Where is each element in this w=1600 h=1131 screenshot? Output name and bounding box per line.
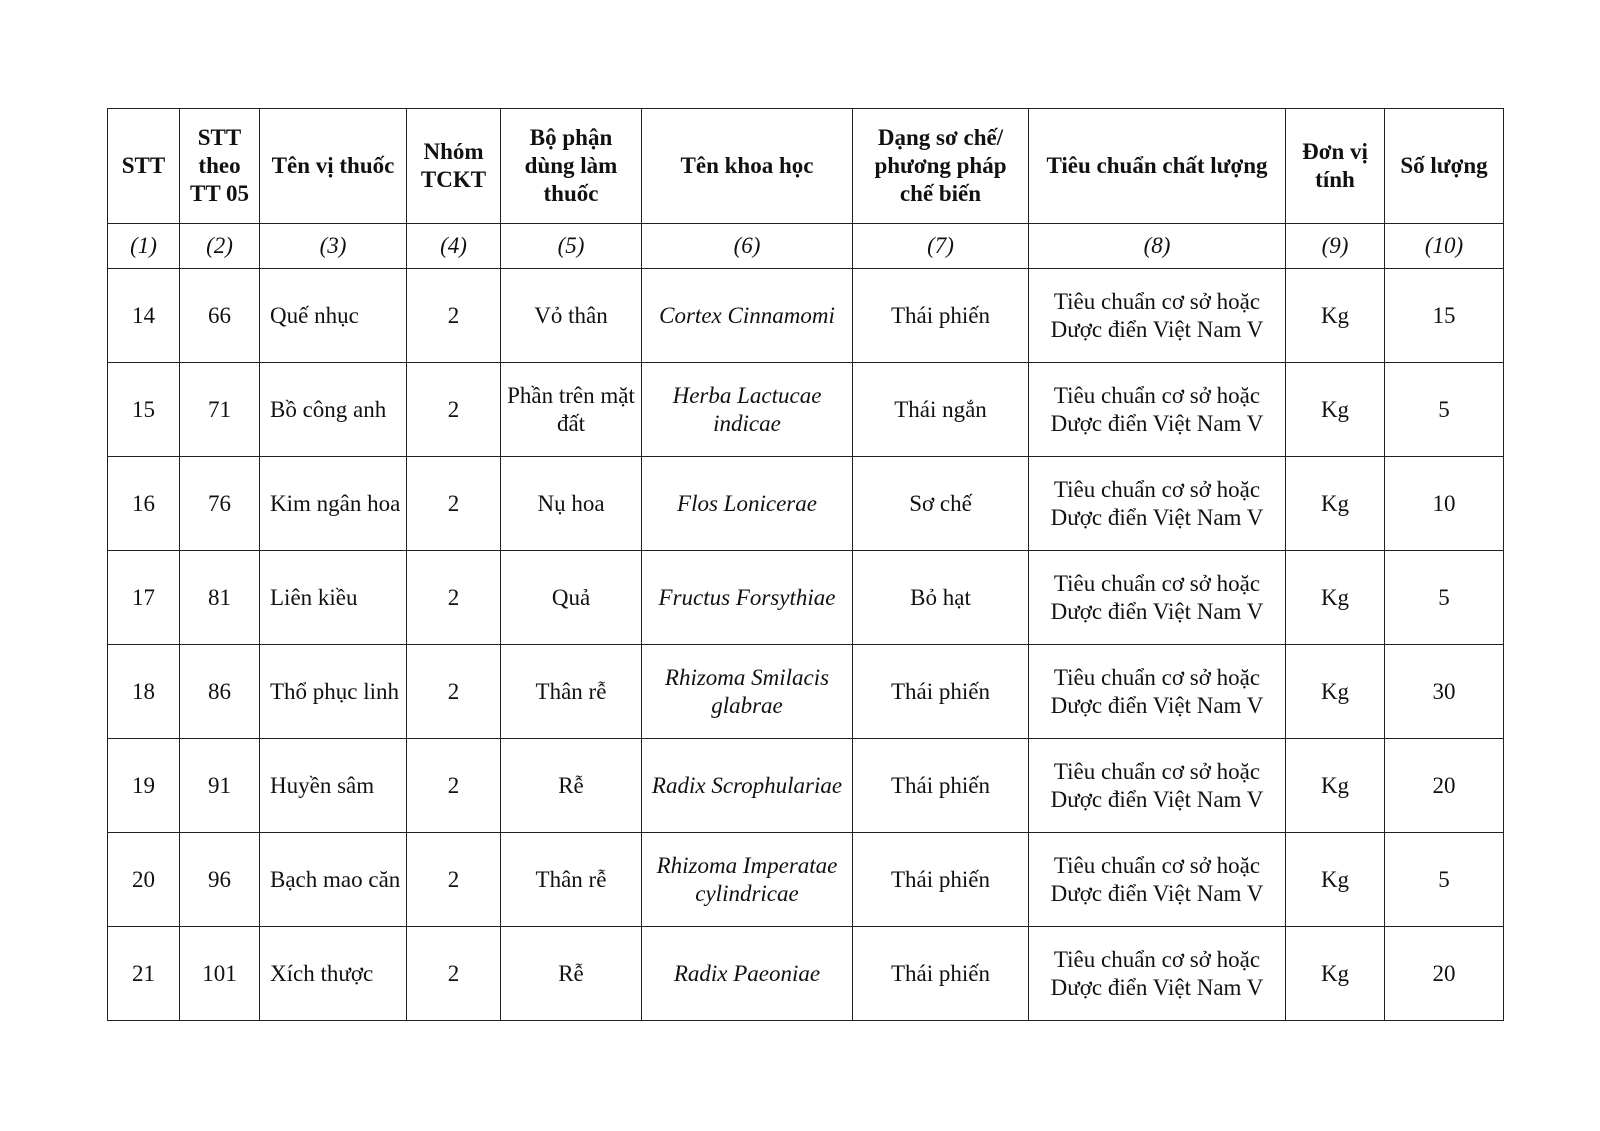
cell-stt-tt05: 96 [180,833,260,927]
cell-bo-phan: Thân rễ [501,833,642,927]
cell-so-luong: 5 [1385,363,1504,457]
cell-bo-phan: Vỏ thân [501,269,642,363]
cell-ten-vi-thuoc: Huyền sâm [260,739,407,833]
cell-stt-tt05: 71 [180,363,260,457]
table-row [108,551,1504,645]
cell-so-luong: 5 [1385,833,1504,927]
column-number: (10) [1385,224,1504,269]
cell-tieu-chuan: Tiêu chuẩn cơ sở hoặc Dược điển Việt Nam V [1029,551,1286,645]
cell-stt-tt05: 101 [180,927,260,1021]
header-ten-khoa-hoc: Tên khoa học [642,109,853,224]
header-dang-so-che: Dạng sơ chế/ phương pháp chế biến [853,109,1029,224]
column-number: (6) [642,224,853,269]
cell-dang-so-che: Thái phiến [853,645,1029,739]
cell-dang-so-che: Thái phiến [853,269,1029,363]
cell-stt: 21 [108,927,180,1021]
cell-bo-phan: Phần trên mặt đất [501,363,642,457]
column-number: (7) [853,224,1029,269]
table-row [108,739,1504,833]
cell-ten-vi-thuoc: Thổ phục linh [260,645,407,739]
header-bo-phan: Bộ phận dùng làm thuốc [501,109,642,224]
cell-bo-phan: Thân rễ [501,645,642,739]
medicinal-herbs-table [107,108,1504,1021]
column-number: (4) [407,224,501,269]
cell-tieu-chuan: Tiêu chuẩn cơ sở hoặc Dược điển Việt Nam V [1029,833,1286,927]
cell-stt-tt05: 86 [180,645,260,739]
table-row [108,457,1504,551]
cell-tieu-chuan: Tiêu chuẩn cơ sở hoặc Dược điển Việt Nam V [1029,457,1286,551]
cell-stt: 17 [108,551,180,645]
cell-nhom: 2 [407,363,501,457]
cell-so-luong: 20 [1385,739,1504,833]
cell-ten-khoa-hoc: Flos Lonicerae [642,457,853,551]
header-tieu-chuan: Tiêu chuẩn chất lượng [1029,109,1286,224]
cell-nhom: 2 [407,833,501,927]
cell-nhom: 2 [407,739,501,833]
cell-nhom: 2 [407,551,501,645]
header-stt: STT [108,109,180,224]
cell-stt: 19 [108,739,180,833]
cell-don-vi: Kg [1286,269,1385,363]
cell-don-vi: Kg [1286,833,1385,927]
column-number: (5) [501,224,642,269]
cell-so-luong: 10 [1385,457,1504,551]
column-number: (9) [1286,224,1385,269]
cell-stt-tt05: 76 [180,457,260,551]
cell-bo-phan: Rễ [501,739,642,833]
cell-ten-vi-thuoc: Kim ngân hoa [260,457,407,551]
header-don-vi: Đơn vị tính [1286,109,1385,224]
table-row [108,833,1504,927]
cell-dang-so-che: Sơ chế [853,457,1029,551]
cell-nhom: 2 [407,645,501,739]
header-nhom-tckt: Nhóm TCKT [407,109,501,224]
table-row [108,645,1504,739]
cell-dang-so-che: Thái phiến [853,833,1029,927]
cell-ten-khoa-hoc: Herba Lactucae indicae [642,363,853,457]
cell-ten-khoa-hoc: Fructus Forsythiae [642,551,853,645]
cell-tieu-chuan: Tiêu chuẩn cơ sở hoặc Dược điển Việt Nam V [1029,645,1286,739]
table-row [108,927,1504,1021]
cell-stt-tt05: 91 [180,739,260,833]
cell-ten-vi-thuoc: Bạch mao căn [260,833,407,927]
cell-bo-phan: Nụ hoa [501,457,642,551]
header-ten-vi-thuoc: Tên vị thuốc [260,109,407,224]
cell-stt-tt05: 81 [180,551,260,645]
cell-stt: 15 [108,363,180,457]
table-row [108,269,1504,363]
cell-tieu-chuan: Tiêu chuẩn cơ sở hoặc Dược điển Việt Nam V [1029,927,1286,1021]
table-row [108,363,1504,457]
cell-ten-khoa-hoc: Radix Scrophulariae [642,739,853,833]
cell-so-luong: 15 [1385,269,1504,363]
cell-nhom: 2 [407,927,501,1021]
column-number: (8) [1029,224,1286,269]
cell-ten-vi-thuoc: Quế nhục [260,269,407,363]
cell-dang-so-che: Thái phiến [853,739,1029,833]
header-stt-tt05: STT theo TT 05 [180,109,260,224]
cell-so-luong: 5 [1385,551,1504,645]
cell-bo-phan: Rễ [501,927,642,1021]
header-row [108,109,1504,224]
cell-nhom: 2 [407,269,501,363]
cell-don-vi: Kg [1286,739,1385,833]
cell-don-vi: Kg [1286,645,1385,739]
cell-ten-vi-thuoc: Xích thược [260,927,407,1021]
cell-ten-khoa-hoc: Radix Paeoniae [642,927,853,1021]
cell-don-vi: Kg [1286,363,1385,457]
column-number: (2) [180,224,260,269]
cell-don-vi: Kg [1286,457,1385,551]
cell-don-vi: Kg [1286,927,1385,1021]
cell-stt: 14 [108,269,180,363]
cell-stt: 16 [108,457,180,551]
cell-ten-khoa-hoc: Rhizoma Smilacis glabrae [642,645,853,739]
cell-stt-tt05: 66 [180,269,260,363]
cell-dang-so-che: Thái ngắn [853,363,1029,457]
column-number-row [108,224,1504,269]
cell-tieu-chuan: Tiêu chuẩn cơ sở hoặc Dược điển Việt Nam V [1029,363,1286,457]
cell-dang-so-che: Thái phiến [853,927,1029,1021]
cell-nhom: 2 [407,457,501,551]
cell-tieu-chuan: Tiêu chuẩn cơ sở hoặc Dược điển Việt Nam V [1029,269,1286,363]
cell-ten-vi-thuoc: Bồ công anh [260,363,407,457]
cell-so-luong: 20 [1385,927,1504,1021]
cell-bo-phan: Quả [501,551,642,645]
cell-tieu-chuan: Tiêu chuẩn cơ sở hoặc Dược điển Việt Nam V [1029,739,1286,833]
cell-so-luong: 30 [1385,645,1504,739]
cell-ten-vi-thuoc: Liên kiều [260,551,407,645]
header-so-luong: Số lượng [1385,109,1504,224]
cell-dang-so-che: Bỏ hạt [853,551,1029,645]
column-number: (1) [108,224,180,269]
cell-stt: 20 [108,833,180,927]
cell-stt: 18 [108,645,180,739]
cell-ten-khoa-hoc: Rhizoma Imperatae cylindricae [642,833,853,927]
cell-don-vi: Kg [1286,551,1385,645]
cell-ten-khoa-hoc: Cortex Cinnamomi [642,269,853,363]
column-number: (3) [260,224,407,269]
